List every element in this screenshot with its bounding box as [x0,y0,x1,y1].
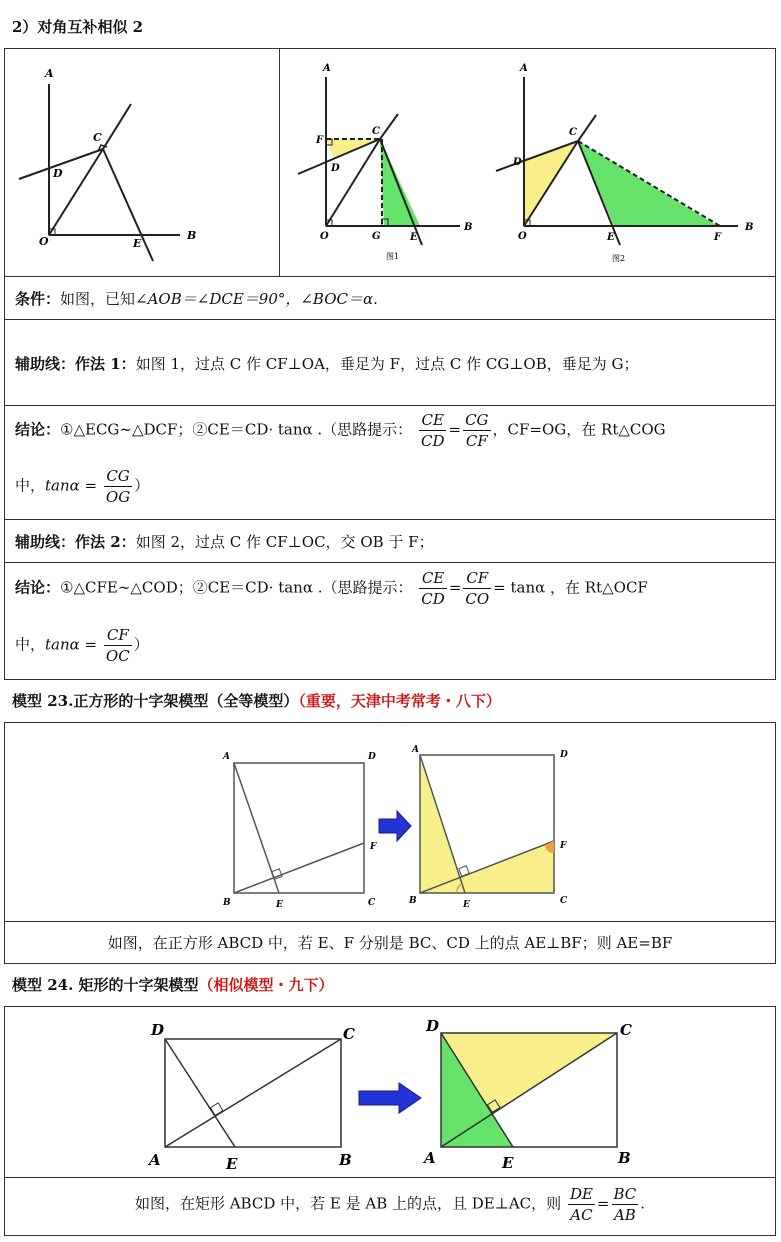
m23-left-D: D [368,752,376,762]
frac-ce-cd: $\frac{CE}{CD}$ [420,411,445,450]
aux1-row: 辅助线：作法 1：如图 1，过点 C 作 CF⊥OA，垂足为 F，过点 C 作 CG⊥OB，垂足为 G； [4,320,776,406]
arrow-right-icon-2 [359,1083,421,1113]
model23-title: 模型 23.正方形的十字架模型（全等模型）（重要，天津中考常考・八下） [12,692,501,710]
m24-left-B: B [339,1151,352,1169]
fig1-caption: 图1 [386,252,400,261]
fig2-label-E: E [607,232,615,243]
model24-figure [4,1006,776,1178]
fig1-label-E: E [410,232,418,243]
m24-right-E: E [502,1154,514,1172]
model24-caption-row: 如图，在矩形 ABCD 中，若 E 是 AB 上的点，且 DE⊥AC，则 $\frac{DE}{AC}$ = $\frac{BC}{AB}$ . [4,1178,776,1236]
model23-figure [4,722,776,922]
fig2-label-C: C [569,127,577,138]
m24-right-C: C [620,1021,632,1039]
m24-right-D: D [426,1017,440,1035]
fig2-label-A: A [520,63,528,74]
m23-left-E: E [276,900,283,910]
figure-panel [4,48,776,277]
m23-left-F: F [370,842,377,852]
fig1-label-G: G [372,231,381,242]
fig2-label-F: F [714,232,722,243]
section-heading: 2）对角互补相似 2 [12,18,144,36]
fig2-label-O: O [518,231,527,242]
fig2-caption: 图2 [612,254,626,263]
label-B: B [187,229,197,242]
m23-right-E: E [463,900,470,910]
frac-ce-cd-2: $\frac{CE}{CD}$ [421,569,445,608]
figure-base [5,49,279,276]
label-E: E [133,237,142,250]
conclusion2-row: 结论：①△CFE∼△COD；②CE＝CD· tanα .（思路提示： $\frac{CE}{CD}$ = $\frac{CF}{CO}$ = tanα ，在 Rt△OCF 中，tanα = $\frac{CF}{OC}$ ） [4,563,776,680]
label-D: D [53,167,63,180]
label-A: A [45,67,54,80]
frac-cg-cf: $\frac{CG}{CF}$ [465,411,489,450]
frac-cf-oc: $\frac{CF}{OC}$ [105,626,130,665]
frac-cf-co: $\frac{CF}{CO}$ [465,569,490,608]
model23-caption-row: 如图，在正方形 ABCD 中，若 E、F 分别是 BC、CD 上的点 AE⊥BF；则 AE=BF [4,922,776,964]
frac-de-ac: $\frac{DE}{AC}$ [569,1185,593,1224]
fig1-label-D: D [331,163,340,174]
m23-right-F: F [560,841,567,851]
m23-right-D: D [560,750,568,760]
frac-bc-ab: $\frac{BC}{AB}$ [613,1185,637,1224]
fig2-label-B: B [745,222,754,233]
m24-left-E: E [226,1155,238,1173]
m24-right-B: B [618,1149,631,1167]
fig1-label-C: C [372,126,380,137]
label-O: O [39,235,49,248]
m23-left-A: A [223,752,230,762]
m24-left-C: C [343,1025,355,1043]
label-C: C [93,131,102,144]
m24-left-A: A [149,1151,161,1169]
m23-left-C: C [368,898,376,908]
aux2-row: 辅助线：作法 2：如图 2，过点 C 作 CF⊥OC，交 OB 于 F； [4,520,776,563]
model24-title: 模型 24. 矩形的十字架模型（相似模型・九下） [12,976,334,994]
m23-right-C: C [560,896,568,906]
fig1-label-O: O [320,231,329,242]
fig1-label-B: B [464,222,473,233]
fig1-label-F: F [316,135,324,146]
fig2-label-D: D [513,157,522,168]
m23-right-B: B [409,896,417,906]
m24-left-D: D [151,1021,165,1039]
figure-1-and-2 [280,49,775,276]
m23-right-A: A [412,745,419,755]
arrow-right-icon [379,811,411,841]
frac-cg-og: $\frac{CG}{OG}$ [105,467,131,506]
fig1-label-A: A [323,63,331,74]
condition-row: 条件：如图，已知∠AOB＝∠DCE＝90°，∠BOC＝α. [4,277,776,320]
m24-right-A: A [424,1149,436,1167]
m23-left-B: B [223,898,231,908]
conclusion1-row: 结论：①△ECG∼△DCF；②CE＝CD· tanα .（思路提示： $\frac{CE}{CD}$ = $\frac{CG}{CF}$ ，CF=OG，在 Rt△COG 中，tanα = $\frac{CG}{OG}$ ） [4,406,776,520]
